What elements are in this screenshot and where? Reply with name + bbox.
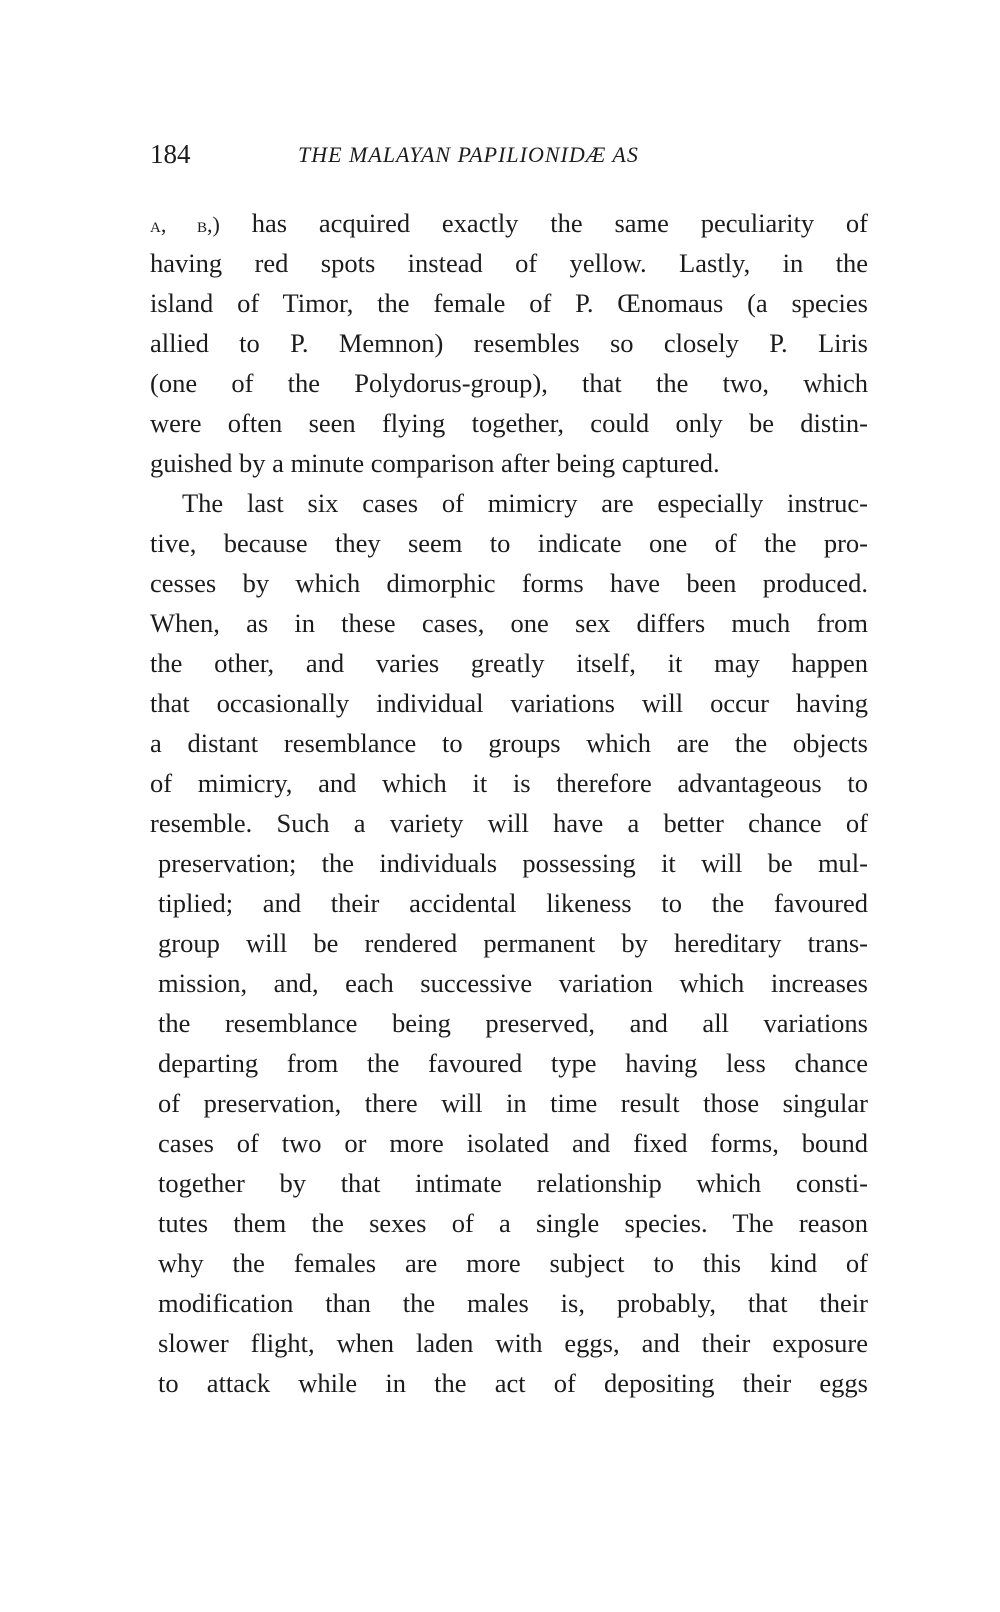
page-header <box>150 138 870 174</box>
text-line: modification than the males is, probably, that their <box>158 1288 868 1318</box>
text-line: to attack while in the act of depositing their eggs <box>158 1368 868 1398</box>
text-line: allied to P. Memnon) resembles so closely P. Liris <box>150 328 868 358</box>
paragraph-2 <box>150 483 868 1403</box>
text-line: preservation; the individuals possessing it will be mul- <box>158 848 868 878</box>
text-line: having red spots instead of yellow. Lastly, in the <box>150 248 868 278</box>
text-line: tive, because they seem to indicate one of the pro- <box>150 528 868 558</box>
text-line: together by that intimate relationship which consti- <box>158 1168 868 1198</box>
text-line: mission, and, each successive variation which increases <box>158 968 868 998</box>
text-line-content: has acquired exactly the same peculiarity of <box>219 208 868 238</box>
text-line: slower flight, when laden with eggs, and their exposure <box>158 1328 868 1358</box>
text-line <box>150 203 868 243</box>
paragraph-1 <box>150 203 868 483</box>
text-line: guished by a minute comparison after being captured. <box>150 448 720 478</box>
text-line: island of Timor, the female of P. Œnomaus (a species <box>150 288 868 318</box>
text-line: the resemblance being preserved, and all variations <box>158 1008 868 1038</box>
text-line: the other, and varies greatly itself, it may happen <box>150 648 868 678</box>
running-title: THE MALAYAN PAPILIONIDÆ AS <box>298 142 639 167</box>
text-line: (one of the Polydorus-group), that the two, which <box>150 368 868 398</box>
text-line: cases of two or more isolated and fixed forms, bound <box>158 1128 868 1158</box>
text-line: The last six cases of mimicry are especially instruc- <box>182 488 868 518</box>
text-line: a distant resemblance to groups which are the objects <box>150 728 868 758</box>
text-line: of preservation, there will in time result those singular <box>158 1088 868 1118</box>
body-text <box>150 203 868 1403</box>
text-line: group will be rendered permanent by hereditary trans- <box>158 928 868 958</box>
text-line: of mimicry, and which it is therefore advantageous to <box>150 768 868 798</box>
page-number: 184 <box>150 139 191 169</box>
text-line: were often seen flying together, could only be distin- <box>150 408 868 438</box>
text-line: cesses by which dimorphic forms have been produced. <box>150 568 868 598</box>
text-line: tiplied; and their accidental likeness to the favoured <box>158 888 868 918</box>
text-line: resemble. Such a variety will have a better chance of <box>150 808 868 838</box>
smallcaps-lead: a, b,) <box>150 212 220 237</box>
text-line: that occasionally individual variations will occur having <box>150 688 868 718</box>
text-line: departing from the favoured type having less chance <box>158 1048 868 1078</box>
text-line: When, as in these cases, one sex differs much from <box>150 608 868 638</box>
text-line: tutes them the sexes of a single species. The reason <box>158 1208 868 1238</box>
text-line: why the females are more subject to this kind of <box>158 1248 868 1278</box>
